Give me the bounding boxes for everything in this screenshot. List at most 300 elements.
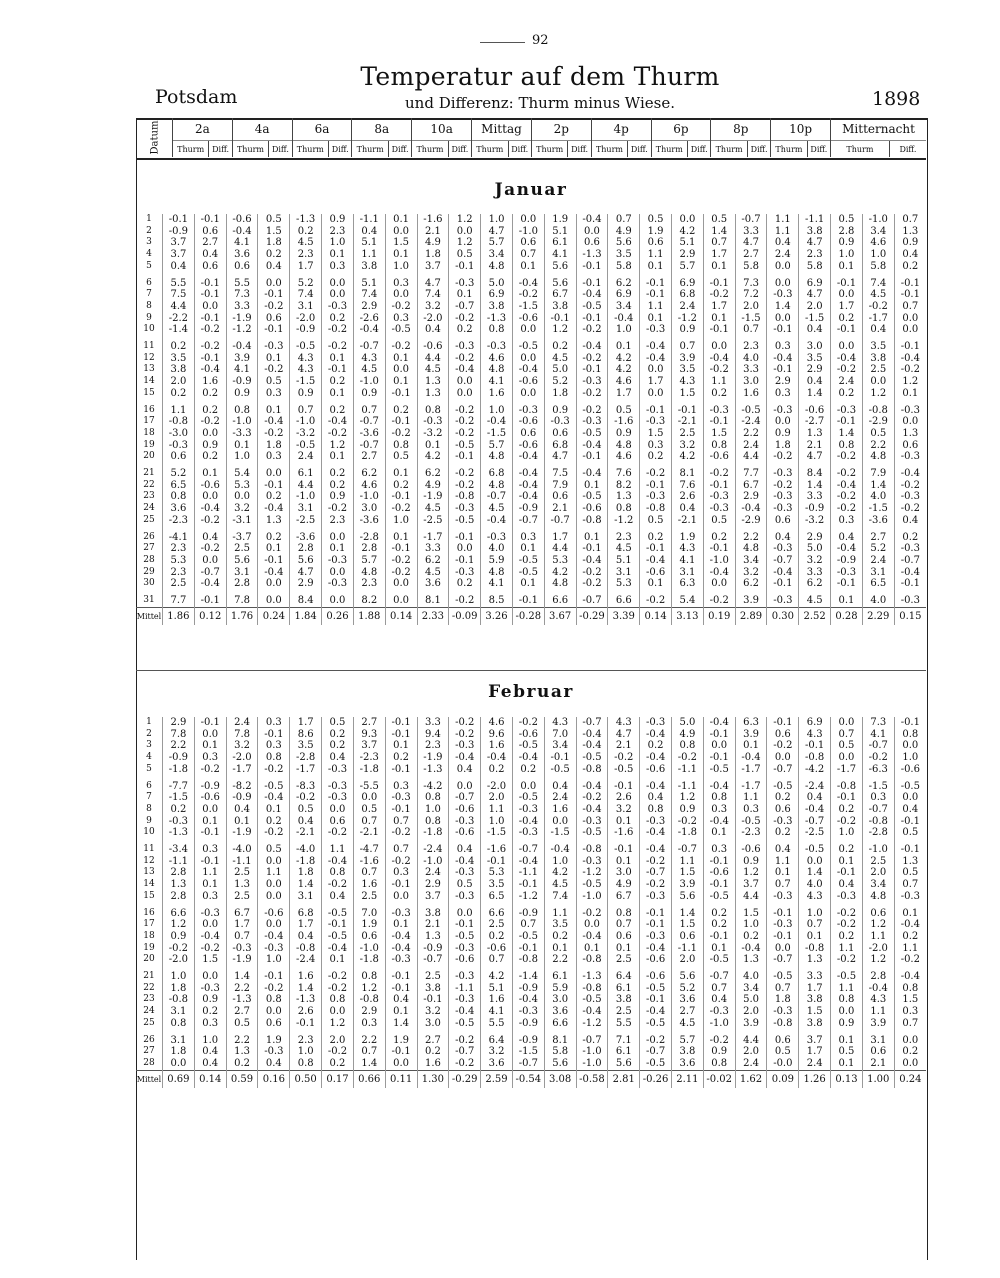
thurm-value: -0.7 <box>862 804 894 816</box>
day-number: 29 <box>143 566 155 577</box>
thurm-value: 1.2 <box>672 792 704 804</box>
diff-value: 0.7 <box>894 879 926 891</box>
diff-value: 0.2 <box>703 919 735 931</box>
thurm-value: 3.5 <box>672 364 704 376</box>
thurm-value: 0.7 <box>608 214 640 226</box>
diff-value: -0.1 <box>894 289 926 301</box>
thurm-value: 4.3 <box>799 891 831 903</box>
diff-value: 1.7 <box>640 376 672 388</box>
thurm-value: 5.2 <box>163 468 195 480</box>
day-number: 28 <box>143 554 155 565</box>
thurm-value: 4.2 <box>417 451 449 463</box>
diff-value: -0.3 <box>703 491 735 503</box>
mean-value: -0.29 <box>576 607 608 625</box>
diff-value: -0.2 <box>894 364 926 376</box>
table-row <box>136 341 926 353</box>
diff-value: -0.1 <box>258 555 290 567</box>
thurm-value: -4.2 <box>417 781 449 793</box>
thurm-value: 5.4 <box>226 468 258 480</box>
diff-value: 0.2 <box>194 451 226 463</box>
mean-value: -0.26 <box>640 1070 672 1088</box>
diff-value: 0.2 <box>194 388 226 400</box>
diff-value: 0.2 <box>512 764 544 776</box>
diff-value: -0.3 <box>703 1006 735 1018</box>
column-header <box>136 118 926 157</box>
diff-value: 1.7 <box>703 249 735 261</box>
diff-value: -0.2 <box>449 729 481 741</box>
thurm-value: -2.1 <box>672 416 704 428</box>
table-row <box>136 781 926 793</box>
thurm-value: 2.9 <box>290 578 322 590</box>
thurm-value: 1.5 <box>735 908 767 920</box>
thurm-value: 6.6 <box>544 1018 576 1030</box>
diff-value: -0.4 <box>512 752 544 764</box>
diff-value: 2.7 <box>194 237 226 249</box>
diff-value: 1.1 <box>703 376 735 388</box>
thurm-value: 1.0 <box>481 405 513 417</box>
subheader-diff: Diff. <box>329 141 352 158</box>
table-row <box>136 237 926 249</box>
thurm-value: 1.6 <box>481 994 513 1006</box>
thurm-value: 1.4 <box>290 983 322 995</box>
diff-value: -0.8 <box>576 764 608 776</box>
diff-value: 1.3 <box>894 226 926 238</box>
thurm-value: -1.3 <box>481 313 513 325</box>
mean-label: Mittel <box>136 607 163 625</box>
month-table-januar <box>136 214 926 625</box>
thurm-value: -2.0 <box>290 313 322 325</box>
diff-value: -0.2 <box>194 416 226 428</box>
thurm-value: 1.0 <box>862 249 894 261</box>
diff-value: -0.2 <box>703 595 735 607</box>
thurm-value: 0.0 <box>353 792 385 804</box>
thurm-value: 1.5 <box>672 867 704 879</box>
subheader-thurm: Thurm <box>172 141 209 158</box>
day-number: 11 <box>143 844 155 855</box>
thurm-value: 2.6 <box>608 792 640 804</box>
diff-value: -0.6 <box>576 503 608 515</box>
diff-value: -0.3 <box>640 931 672 943</box>
thurm-value: 2.5 <box>353 891 385 903</box>
diff-value: -0.3 <box>385 908 417 920</box>
mean-value: 2.29 <box>862 607 894 625</box>
diff-value: -0.2 <box>258 428 290 440</box>
thurm-value: -2.5 <box>799 827 831 839</box>
diff-value: -0.1 <box>576 543 608 555</box>
diff-value: 0.6 <box>512 237 544 249</box>
diff-value: -0.4 <box>576 804 608 816</box>
thurm-value: 2.4 <box>226 717 258 729</box>
thurm-value: -1.0 <box>290 416 322 428</box>
thurm-value: 4.7 <box>799 237 831 249</box>
thurm-value: 3.1 <box>290 301 322 313</box>
thurm-value: -0.1 <box>799 740 831 752</box>
thurm-value: 8.1 <box>417 595 449 607</box>
thurm-value: -1.0 <box>290 491 322 503</box>
diff-value: -0.3 <box>767 405 799 417</box>
diff-value: 0.4 <box>894 249 926 261</box>
diff-value: 0.5 <box>703 515 735 527</box>
thurm-value: 3.6 <box>417 578 449 590</box>
thurm-value: 0.1 <box>799 931 831 943</box>
diff-value: -0.4 <box>767 567 799 579</box>
diff-value: -0.9 <box>831 555 863 567</box>
thurm-value: -0.6 <box>735 844 767 856</box>
diff-value: 0.2 <box>831 931 863 943</box>
mean-value: 0.24 <box>894 1070 926 1088</box>
thurm-value: 6.8 <box>672 289 704 301</box>
diff-value: 0.0 <box>258 595 290 607</box>
diff-value: 0.8 <box>703 1058 735 1070</box>
diff-value: -0.3 <box>576 856 608 868</box>
table-row <box>136 919 926 931</box>
thurm-value: 0.8 <box>481 324 513 336</box>
thurm-value: 0.9 <box>672 804 704 816</box>
thurm-value: -1.5 <box>481 428 513 440</box>
thurm-value: -3.6 <box>353 515 385 527</box>
thurm-value: 0.2 <box>544 931 576 943</box>
diff-value: -0.3 <box>322 555 354 567</box>
thurm-value: 6.9 <box>799 278 831 290</box>
table-row <box>136 908 926 920</box>
diff-value: 1.1 <box>767 226 799 238</box>
thurm-value: 2.0 <box>481 792 513 804</box>
thurm-value: 6.5 <box>862 578 894 590</box>
diff-value: 0.2 <box>703 908 735 920</box>
thurm-value: -1.0 <box>417 856 449 868</box>
diff-value: 0.1 <box>703 313 735 325</box>
table-row <box>136 440 926 452</box>
table-row <box>136 491 926 503</box>
thurm-value: 5.2 <box>544 376 576 388</box>
diff-value: -0.8 <box>640 503 672 515</box>
mean-value: 0.28 <box>831 607 863 625</box>
thurm-value: -1.8 <box>353 954 385 966</box>
day-number: 19 <box>143 439 155 450</box>
diff-value: -0.2 <box>512 289 544 301</box>
thurm-value: -2.2 <box>163 313 195 325</box>
thurm-value: 4.0 <box>481 543 513 555</box>
diff-value: 1.9 <box>640 226 672 238</box>
thurm-value: -1.8 <box>353 764 385 776</box>
diff-value: -0.3 <box>258 1046 290 1058</box>
diff-value: 0.1 <box>258 353 290 365</box>
thurm-value: 0.3 <box>862 792 894 804</box>
diff-value: 0.6 <box>258 1018 290 1030</box>
thurm-value: 1.3 <box>226 1046 258 1058</box>
thurm-value: 6.6 <box>544 595 576 607</box>
table-row <box>136 994 926 1006</box>
diff-value: 0.0 <box>767 278 799 290</box>
thurm-value: 8.5 <box>481 595 513 607</box>
mean-value: -0.28 <box>512 607 544 625</box>
thurm-value: -0.6 <box>226 214 258 226</box>
diff-value: 2.4 <box>767 249 799 261</box>
day-number: 12 <box>143 352 155 363</box>
subheader-diff: Diff. <box>269 141 292 158</box>
thurm-value: -2.1 <box>353 827 385 839</box>
diff-value: 0.8 <box>322 867 354 879</box>
diff-value: -0.1 <box>767 931 799 943</box>
mean-value: 1.26 <box>799 1070 831 1088</box>
thurm-value: 4.1 <box>544 249 576 261</box>
diff-value: 1.9 <box>258 1035 290 1047</box>
diff-value: 2.3 <box>322 515 354 527</box>
table-row <box>136 867 926 879</box>
diff-value: 0.1 <box>512 543 544 555</box>
thurm-value: 6.1 <box>544 237 576 249</box>
diff-value: 1.1 <box>640 301 672 313</box>
diff-value: -0.1 <box>831 867 863 879</box>
diff-value: -0.2 <box>449 416 481 428</box>
diff-value: -0.4 <box>576 440 608 452</box>
thurm-value: 0.1 <box>226 440 258 452</box>
diff-value: 0.0 <box>767 313 799 325</box>
diff-value: -0.2 <box>703 364 735 376</box>
diff-value: -0.3 <box>894 543 926 555</box>
thurm-value: 6.9 <box>799 717 831 729</box>
thurm-value: 5.0 <box>735 994 767 1006</box>
diff-value: 0.5 <box>449 249 481 261</box>
thurm-value: 5.3 <box>544 555 576 567</box>
thurm-value: -2.0 <box>481 781 513 793</box>
diff-value: -0.2 <box>831 919 863 931</box>
diff-value: -0.5 <box>322 908 354 920</box>
thurm-value: -2.0 <box>862 943 894 955</box>
diff-value: -0.2 <box>322 827 354 839</box>
diff-value: -0.8 <box>576 954 608 966</box>
diff-value: -0.4 <box>703 781 735 793</box>
diff-value: -0.3 <box>449 567 481 579</box>
thurm-value: 7.4 <box>290 289 322 301</box>
thurm-value: 3.6 <box>226 249 258 261</box>
thurm-value: 5.6 <box>544 1058 576 1070</box>
diff-value: 0.0 <box>767 416 799 428</box>
diff-value: -0.6 <box>894 764 926 776</box>
diff-value: -0.2 <box>258 983 290 995</box>
thurm-value: -0.8 <box>862 405 894 417</box>
diff-value: 0.1 <box>322 353 354 365</box>
diff-value: -0.3 <box>831 405 863 417</box>
thurm-value: 3.4 <box>481 249 513 261</box>
thurm-value: 2.5 <box>862 856 894 868</box>
diff-value: 0.0 <box>449 908 481 920</box>
diff-value: -0.1 <box>831 578 863 590</box>
diff-value: -0.3 <box>703 405 735 417</box>
diff-value: -0.1 <box>767 364 799 376</box>
day-number: 12 <box>143 855 155 866</box>
thurm-value: 3.5 <box>862 341 894 353</box>
thurm-value: -3.2 <box>799 515 831 527</box>
diff-value: -0.1 <box>385 416 417 428</box>
diff-value: -0.9 <box>512 983 544 995</box>
thurm-value: 4.9 <box>672 729 704 741</box>
diff-value: -0.1 <box>258 971 290 983</box>
thurm-value: 3.5 <box>608 249 640 261</box>
table-row <box>136 451 926 463</box>
thurm-value: 2.3 <box>417 740 449 752</box>
page-title: Temperatur auf dem Thurm <box>360 62 720 91</box>
diff-value: 0.8 <box>831 994 863 1006</box>
day-number: 19 <box>143 942 155 953</box>
thurm-value: 1.6 <box>417 1058 449 1070</box>
thurm-value: 5.6 <box>226 555 258 567</box>
diff-value: 0.4 <box>831 532 863 544</box>
thurm-value: 0.4 <box>290 931 322 943</box>
thurm-value: 3.7 <box>353 740 385 752</box>
thurm-value: -2.9 <box>735 515 767 527</box>
thurm-value: 1.5 <box>672 919 704 931</box>
diff-value: 0.3 <box>194 752 226 764</box>
day-number: 23 <box>143 994 155 1005</box>
thurm-value: 0.9 <box>735 856 767 868</box>
thurm-value: -1.6 <box>353 856 385 868</box>
diff-value: -0.4 <box>576 468 608 480</box>
table-row <box>136 416 926 428</box>
diff-value: -0.4 <box>258 792 290 804</box>
diff-value: -0.3 <box>831 891 863 903</box>
thurm-value: 0.2 <box>163 388 195 400</box>
table-row <box>136 856 926 868</box>
diff-value: -0.5 <box>576 301 608 313</box>
diff-value: -0.2 <box>385 555 417 567</box>
diff-value: 0.1 <box>767 867 799 879</box>
diff-value: -0.9 <box>512 1035 544 1047</box>
diff-value: 0.6 <box>194 226 226 238</box>
diff-value: 2.9 <box>767 376 799 388</box>
table-row <box>136 740 926 752</box>
thurm-value: 7.7 <box>735 468 767 480</box>
thurm-value: 6.5 <box>481 891 513 903</box>
thurm-value: 6.8 <box>544 440 576 452</box>
thurm-value: 1.3 <box>226 879 258 891</box>
thurm-value: 3.3 <box>799 491 831 503</box>
diff-value: -0.7 <box>767 555 799 567</box>
mean-value: 0.09 <box>767 1070 799 1088</box>
diff-value: 0.1 <box>322 543 354 555</box>
thurm-value: 4.5 <box>799 595 831 607</box>
thurm-value: 3.0 <box>735 376 767 388</box>
mean-value: 1.00 <box>862 1070 894 1088</box>
diff-value: 0.1 <box>194 740 226 752</box>
diff-value: -0.7 <box>640 867 672 879</box>
diff-value: 0.0 <box>385 595 417 607</box>
thurm-value: 6.2 <box>417 468 449 480</box>
diff-value: 0.3 <box>322 261 354 273</box>
thurm-value: -1.0 <box>862 214 894 226</box>
diff-value: 0.1 <box>194 468 226 480</box>
diff-value: 1.9 <box>385 1035 417 1047</box>
diff-value: 0.0 <box>194 428 226 440</box>
thurm-value: 6.7 <box>608 891 640 903</box>
diff-value: -1.0 <box>703 1018 735 1030</box>
thurm-value: 4.1 <box>226 364 258 376</box>
thurm-value: 1.1 <box>672 856 704 868</box>
diff-value: 0.0 <box>258 1006 290 1018</box>
thurm-value: -1.9 <box>226 954 258 966</box>
thurm-value: 2.9 <box>353 1006 385 1018</box>
diff-value: -0.9 <box>194 781 226 793</box>
thurm-value: 3.1 <box>862 1035 894 1047</box>
diff-value: -0.4 <box>640 341 672 353</box>
thurm-value: -0.4 <box>799 804 831 816</box>
diff-value: -0.4 <box>194 578 226 590</box>
day-number: 2 <box>146 225 152 236</box>
diff-value: -0.2 <box>831 503 863 515</box>
thurm-value: 4.4 <box>544 543 576 555</box>
table-row <box>136 468 926 480</box>
thurm-value: 4.3 <box>544 717 576 729</box>
thurm-value: 4.6 <box>608 376 640 388</box>
diff-value: -0.2 <box>449 1035 481 1047</box>
diff-value: -0.2 <box>449 468 481 480</box>
thurm-value: -0.9 <box>799 503 831 515</box>
thurm-value: 4.5 <box>417 364 449 376</box>
diff-value: 1.3 <box>894 428 926 440</box>
thurm-value: 1.1 <box>163 405 195 417</box>
thurm-value: 0.7 <box>735 324 767 336</box>
thurm-value: 4.9 <box>417 237 449 249</box>
thurm-value: 0.0 <box>226 491 258 503</box>
subheader-thurm: Thurm <box>591 141 628 158</box>
diff-value: -0.4 <box>512 816 544 828</box>
subheader-thurm: Thurm <box>472 141 509 158</box>
thurm-value: 0.1 <box>735 740 767 752</box>
diff-value: -0.2 <box>894 480 926 492</box>
thurm-value: -1.7 <box>862 313 894 325</box>
diff-value: -0.4 <box>512 994 544 1006</box>
diff-value: 0.1 <box>640 578 672 590</box>
mean-value: 2.11 <box>672 1070 704 1088</box>
diff-value: -0.3 <box>322 578 354 590</box>
diff-value: -1.0 <box>576 1046 608 1058</box>
diff-value: -0.7 <box>767 954 799 966</box>
diff-value: -0.3 <box>640 416 672 428</box>
thurm-value: -0.8 <box>799 943 831 955</box>
thurm-value: 5.1 <box>353 237 385 249</box>
diff-value: -0.1 <box>640 994 672 1006</box>
mean-value: 0.14 <box>640 607 672 625</box>
diff-value: -0.1 <box>703 752 735 764</box>
diff-value: 0.3 <box>258 740 290 752</box>
diff-value: 0.5 <box>831 740 863 752</box>
diff-value: -0.2 <box>385 301 417 313</box>
subheader-thurm: Thurm <box>831 141 890 158</box>
diff-value: 0.1 <box>512 578 544 590</box>
thurm-value: 4.5 <box>353 364 385 376</box>
diff-value: -0.1 <box>894 341 926 353</box>
thurm-value: -1.0 <box>353 943 385 955</box>
thurm-value: -0.6 <box>417 341 449 353</box>
diff-value: 0.0 <box>512 324 544 336</box>
day-number: 1 <box>146 717 152 727</box>
day-number: 23 <box>143 491 155 502</box>
thurm-value: 4.6 <box>608 451 640 463</box>
mean-value: 0.26 <box>322 607 354 625</box>
thurm-value: -1.3 <box>417 764 449 776</box>
diff-value: 0.0 <box>894 416 926 428</box>
thurm-value: 1.6 <box>544 804 576 816</box>
diff-value: 0.1 <box>194 816 226 828</box>
thurm-value: 5.8 <box>799 261 831 273</box>
diff-value: 0.1 <box>831 595 863 607</box>
diff-value: 0.5 <box>322 717 354 729</box>
diff-value: -0.1 <box>258 480 290 492</box>
diff-value: 0.4 <box>258 261 290 273</box>
thurm-value: 7.3 <box>226 289 258 301</box>
thurm-value: 2.8 <box>862 971 894 983</box>
thurm-value: 4.5 <box>417 567 449 579</box>
